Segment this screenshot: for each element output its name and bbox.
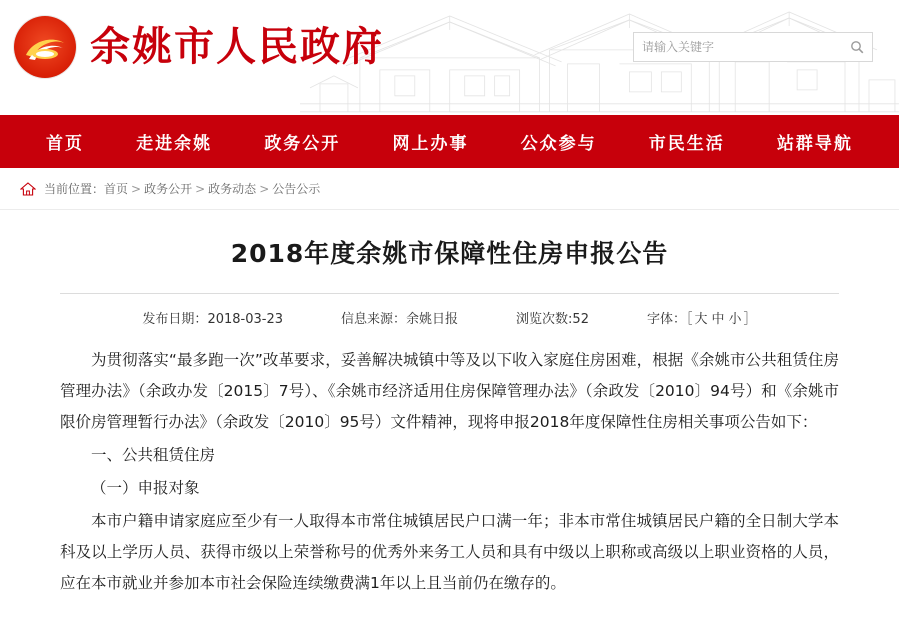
font-size-large-button[interactable]: 大: [694, 312, 708, 327]
nav-item-government-affairs[interactable]: 政务公开: [264, 134, 341, 154]
view-count-value: 52: [572, 312, 589, 327]
breadcrumb-text: [44, 180, 320, 197]
nav-item-online-services[interactable]: 网上办事: [392, 134, 469, 154]
article-paragraph: 一、公共租赁住房: [91, 446, 216, 464]
font-size-selector: [647, 308, 757, 327]
site-title: 余姚市人民政府: [90, 24, 384, 70]
article-meta: [60, 294, 839, 337]
font-size-small-button[interactable]: 小: [728, 312, 742, 327]
site-logo-group[interactable]: [14, 16, 384, 78]
article-body: [60, 337, 839, 599]
font-size-bracket-close: ］: [743, 312, 757, 327]
view-count: [516, 308, 589, 327]
source-label: 信息来源：: [341, 312, 407, 327]
breadcrumb-separator: >: [131, 182, 142, 196]
publish-date-label: 发布日期：: [142, 312, 208, 327]
breadcrumb-item-announcements[interactable]: 公告公示: [272, 182, 321, 196]
breadcrumb-separator: >: [195, 182, 206, 196]
breadcrumb-separator: >: [259, 182, 270, 196]
article: [0, 210, 899, 599]
breadcrumb-item-government-news[interactable]: 政务动态: [208, 182, 257, 196]
home-icon[interactable]: [20, 181, 36, 197]
nav-item-public-participation[interactable]: 公众参与: [520, 134, 597, 154]
search-box[interactable]: [633, 32, 873, 62]
nav-item-home[interactable]: 首页: [46, 134, 84, 154]
nav-item-citizen-life[interactable]: 市民生活: [648, 134, 725, 154]
article-paragraph: 本市户籍申请家庭应至少有一人取得本市常住城镇居民户口满一年；非本市常住城镇居民户籍的全日制大学本科及以上学历人员、获得市级以上荣誉称号的优秀外来务工人员和具有中级以上职称或高级以上职业资格的人员，应在本市就业并参加本市社会保险连续缴费满1年以上且当前仍在缴存的。: [60, 512, 839, 592]
nav-item-site-navigation[interactable]: 站群导航: [776, 134, 853, 154]
main-navigation: [0, 115, 899, 168]
article-paragraph: （一）申报对象: [91, 479, 200, 497]
font-size-label: 字体：: [646, 312, 686, 327]
view-count-label: 浏览次数:: [516, 312, 573, 327]
search-input[interactable]: [634, 33, 842, 61]
nav-item-about-yuyao[interactable]: 走进余姚: [136, 134, 213, 154]
font-size-bracket-open: ［: [685, 312, 693, 327]
font-size-medium-button[interactable]: 中: [711, 312, 725, 327]
article-paragraph: 为贯彻落实“最多跑一次”改革要求，妥善解决城镇中等及以下收入家庭住房困难，根据《余姚市公共租赁住房管理办法》（余政办发〔2015〕7号）、《余姚市经济适用住房保障管理办法》（余政发〔2010〕94号）和《余姚市限价房管理暂行办法》（余政发〔2010〕95号）文件精神，现将申报2018年度保障性住房相关事项公告如下：: [60, 351, 839, 431]
breadcrumb-prefix: 当前位置：: [44, 182, 105, 196]
source: [341, 308, 458, 327]
publish-date: [142, 308, 283, 327]
publish-date-value: 2018-03-23: [207, 312, 283, 327]
page-title: 2018年度余姚市保障性住房申报公告: [60, 236, 839, 294]
site-header: [0, 0, 899, 115]
search-icon[interactable]: [842, 40, 872, 54]
source-value: 余姚日报: [406, 312, 459, 327]
government-emblem-icon: [14, 16, 76, 78]
breadcrumb-item-home[interactable]: 首页: [104, 182, 129, 196]
breadcrumb-item-government-affairs[interactable]: 政务公开: [144, 182, 193, 196]
breadcrumb: [0, 168, 899, 210]
